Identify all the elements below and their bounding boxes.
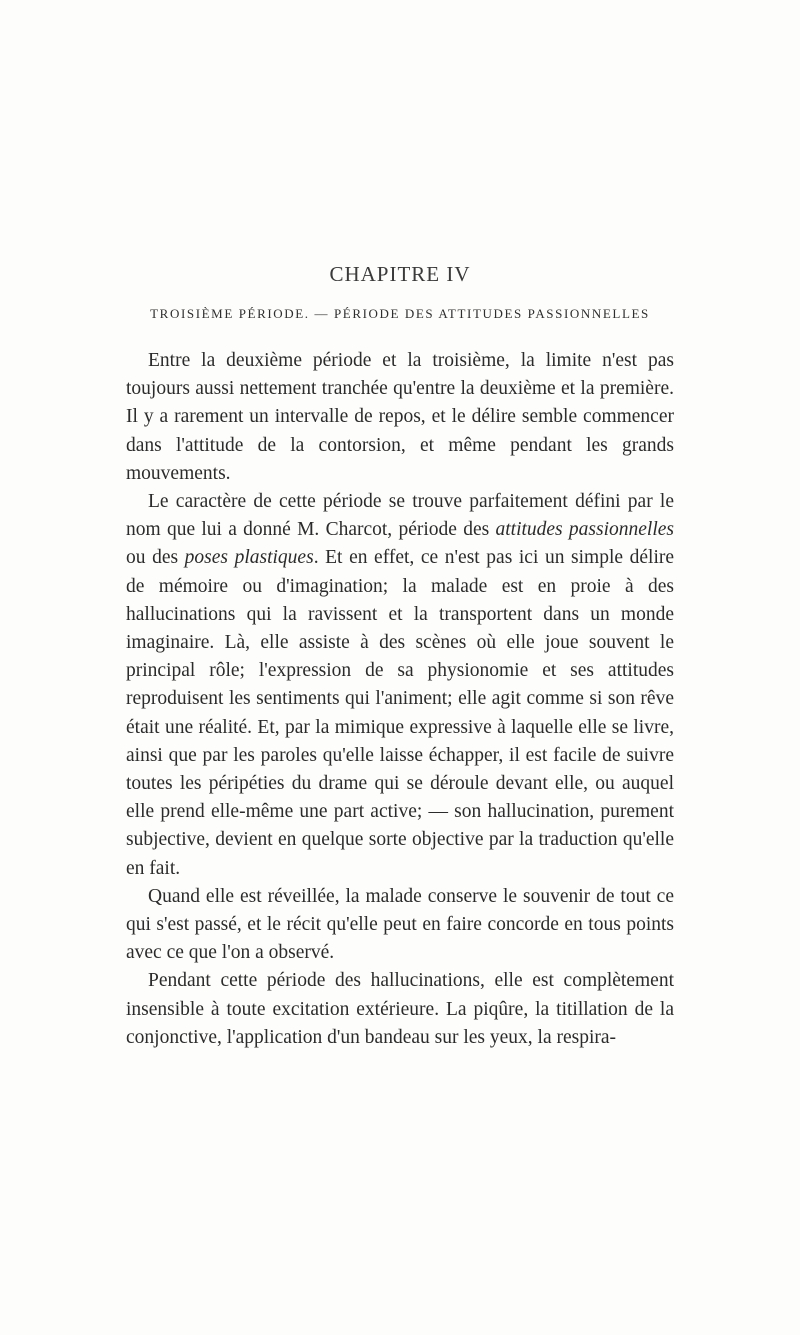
- paragraph-2: [126, 488, 674, 883]
- chapter-subtitle: TROISIÈME PÉRIODE. — PÉRIODE DES ATTITUDES PASSIONNELLES: [150, 306, 650, 321]
- paragraph-1: Entre la deuxième période et la troisième, la limite n'est pas toujours aussi nettement tranchée qu'entre la deuxième et la première. Il y a rarement un intervalle de repos, et le délire semble commencer dans l'attitude de la contorsion, et même pendant les grands mouvements.: [126, 350, 674, 484]
- paragraph-3: Quand elle est réveillée, la malade conserve le souvenir de tout ce qui s'est passé, et le récit qu'elle peut en faire concorde en tous points avec ce que l'on a observé.: [126, 885, 674, 964]
- paragraph-2-text-c: . Et en effet, ce n'est pas ici un simple délire de mémoire ou d'imagination; la malade est en proie à des hallucinations qui la ravissent et la transportent dans un monde imaginaire. Là, elle assiste à des scènes où elle joue souvent le principal rôle; l'expression de sa physionomie et ses attitudes reproduisent les sentiments qui l'animent; elle agit comme si son rêve était une réalité. Et, par la mimique expressive à laquelle elle se livre, ainsi que par les paroles qu'elle laisse échapper, il est facile de suivre toutes les péripéties du drame qui se déroule devant elle, ou auquel elle prend elle-même une part active; — son hallucination, purement subjective, devient en quelque sorte objective par la traduction qu'elle en fait.: [126, 547, 675, 879]
- paragraph-2-italic-attitudes: attitudes passionnelles: [495, 519, 675, 541]
- paragraph-2-italic-poses: poses plastiques: [184, 547, 314, 569]
- body-text: [126, 347, 674, 1052]
- chapter-title: CHAPITRE IV: [329, 262, 471, 286]
- paragraph-2-text-b: ou des: [126, 547, 185, 569]
- paragraph-2-text-a: Le caractère de cette période se trouve parfaitement défini par le nom que lui a donné M. Charcot, période des: [126, 491, 674, 541]
- paragraph-4: Pendant cette période des hallucinations, elle est complètement insensible à toute excitation extérieure. La piqûre, la titillation de la conjonctive, l'application d'un bandeau sur les yeux, la respira-: [126, 970, 674, 1048]
